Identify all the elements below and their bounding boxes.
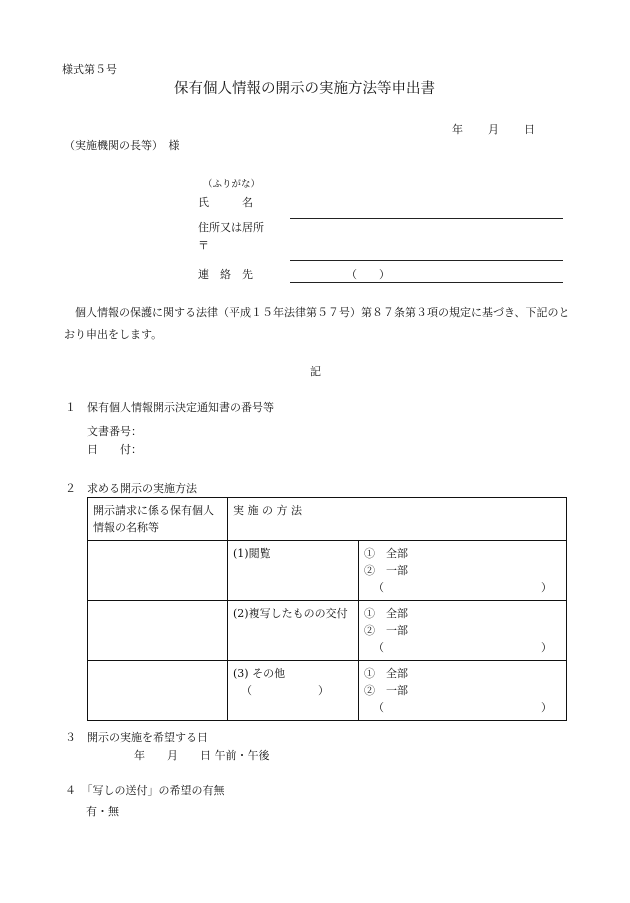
doc-number-label: 文書番号： [87, 425, 142, 438]
name-field-line[interactable] [290, 218, 563, 219]
name-label: 氏 名 [198, 196, 253, 209]
option-partial[interactable]: ② 一部 [364, 684, 408, 697]
paren-open: （ [373, 581, 384, 594]
paren-close: ） [541, 581, 552, 594]
contact-label: 連 絡 先 [198, 268, 253, 281]
paren-open: （ [373, 641, 384, 654]
methods-table [87, 497, 567, 721]
col-info-name-header-text: 開示請求に係る保有個人情報の名称等 [93, 504, 214, 534]
info-name-cell[interactable] [88, 661, 228, 721]
table-header-row [88, 498, 567, 541]
info-name-cell[interactable] [88, 601, 228, 661]
addressee: （実施機関の長等） 様 [64, 139, 180, 152]
partial-detail-field[interactable] [364, 639, 561, 656]
form-number: 様式第５号 [62, 63, 117, 76]
partial-detail-field[interactable] [364, 579, 561, 596]
other-method-field[interactable] [233, 682, 353, 699]
option-all[interactable]: ① 全部 [364, 607, 408, 620]
option-all[interactable]: ① 全部 [364, 667, 408, 680]
method-label: (3) その他 [233, 667, 286, 680]
section1-heading: １ 保有個人情報開示決定通知書の番号等 [65, 401, 274, 414]
scope-cell [359, 661, 567, 721]
date-day-label: 日 [524, 123, 535, 136]
page-title: 保有個人情報の開示の実施方法等申出書 [174, 81, 435, 97]
col-info-name-header [88, 498, 228, 541]
copy-delivery-choice[interactable]: 有・無 [86, 805, 119, 818]
table-row [88, 601, 567, 661]
col-method-header-text: 実 施 の 方 法 [233, 504, 302, 517]
address-label: 住所又は居所 [198, 221, 264, 234]
section3-heading: ３ 開示の実施を希望する日 [65, 731, 208, 744]
section2-heading: ２ 求める開示の実施方法 [65, 482, 197, 495]
date-year-label: 年 [452, 123, 463, 136]
intro-paragraph: 個人情報の保護に関する法律（平成１５年法律第５７号）第８７条第３項の規定に基づき、下記のとおり申出をします。 [64, 306, 570, 341]
paren-open: （ [373, 701, 384, 714]
method-cell [228, 661, 359, 721]
notice-date-label: 日 付： [87, 443, 142, 456]
col-method-header [228, 498, 567, 541]
option-partial[interactable]: ② 一部 [364, 564, 408, 577]
postal-mark: 〒 [198, 239, 209, 252]
contact-parens: （ ） [346, 268, 390, 281]
table-row [88, 541, 567, 601]
info-name-cell[interactable] [88, 541, 228, 601]
furigana-label: （ふりがな） [203, 179, 261, 190]
desired-date-field[interactable]: 年 月 日 午前・午後 [134, 749, 270, 762]
option-partial[interactable]: ② 一部 [364, 624, 408, 637]
partial-detail-field[interactable] [364, 699, 561, 716]
date-month-label: 月 [488, 123, 499, 136]
method-cell [228, 541, 359, 601]
method-cell [228, 601, 359, 661]
scope-cell [359, 541, 567, 601]
contact-field-line[interactable] [290, 282, 563, 283]
method-label: (1)閲覧 [233, 547, 271, 560]
address-field-line[interactable] [290, 260, 563, 261]
table-row [88, 661, 567, 721]
paren-close: ） [541, 701, 552, 714]
paren-open: （ [241, 684, 252, 697]
paren-close: ） [541, 641, 552, 654]
section4-heading: ４ 「写しの送付」の希望の有無 [65, 784, 225, 797]
scope-cell [359, 601, 567, 661]
option-all[interactable]: ① 全部 [364, 547, 408, 560]
paren-close: ） [318, 684, 329, 697]
method-label: (2)複写したものの交付 [233, 607, 348, 620]
ki-heading: 記 [310, 365, 321, 378]
